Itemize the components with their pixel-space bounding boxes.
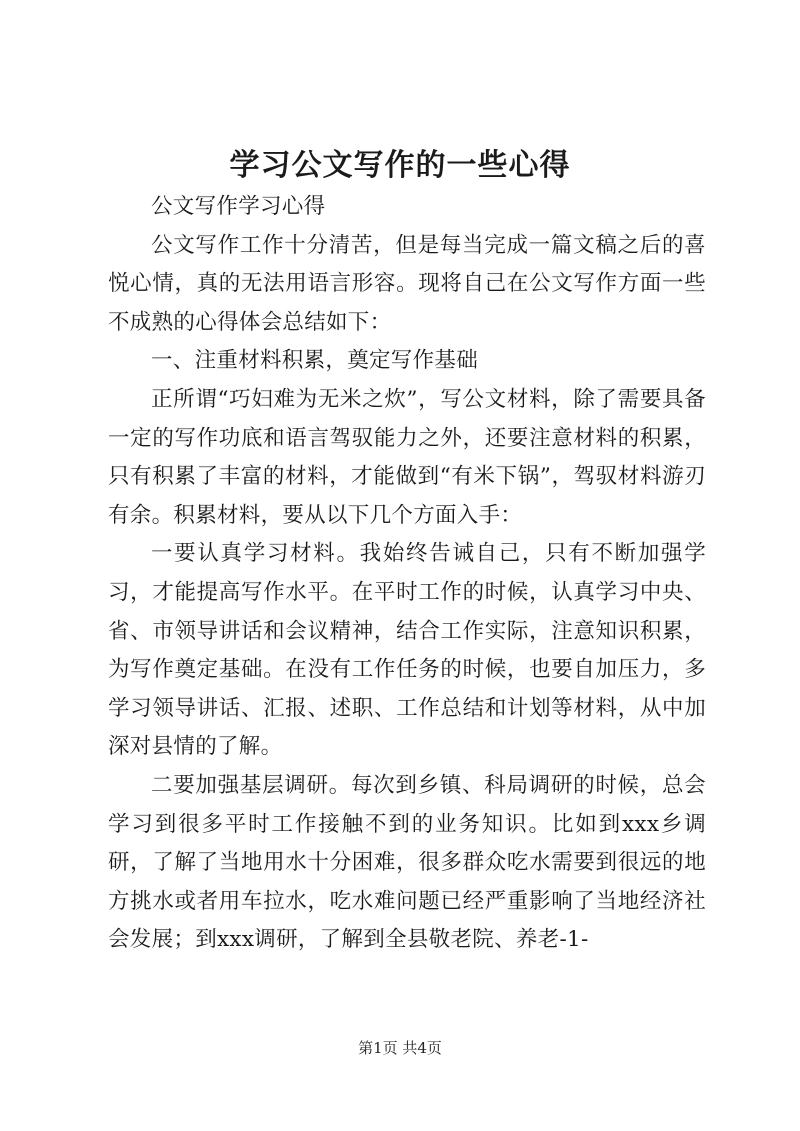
paragraph-intro: 公文写作工作十分清苦，但是每当完成一篇文稿之后的喜悦心情，真的无法用语言形容。现将自己在公文写作方面一些不成熟的心得体会总结如下： <box>108 232 706 335</box>
paragraph-material: 正所谓“巧妇难为无米之炊”，写公文材料，除了需要具备一定的写作功底和语言驾驭能力之外，还要注意材料的积累，只有积累了丰富的材料，才能做到“有米下锅”，驾驭材料游刃有余。积累材料，要从以下几个方面入手： <box>108 386 706 528</box>
paragraph-study: 一要认真学习材料。我始终告诫自己，只有不断加强学习，才能提高写作水平。在平时工作的时候，认真学习中央、省、市领导讲话和会议精神，结合工作实际，注意知识积累，为写作奠定基础。在没有工作任务的时候，也要自加压力，多学习领导讲话、汇报、述职、工作总结和计划等材料，从中加深对县情的了解。 <box>108 541 706 760</box>
section-heading: 一、注重材料积累，奠定写作基础 <box>151 348 479 374</box>
document-body <box>108 188 706 960</box>
page-number-footer: 第1页 共4页 <box>358 1039 442 1057</box>
paragraph-research: 二要加强基层调研。每次到乡镇、科局调研的时候，总会学习到很多平时工作接触不到的业务知识。比如到xxx乡调研，了解了当地用水十分困难，很多群众吃水需要到很远的地方挑水或者用车拉水，吃水难问题已经严重影响了当地经济社会发展；到xxx调研，了解到全县敬老院、养老-1- <box>108 772 706 953</box>
document-title: 学习公文写作的一些心得 <box>229 148 571 183</box>
paragraph-subtitle: 公文写作学习心得 <box>151 194 326 219</box>
